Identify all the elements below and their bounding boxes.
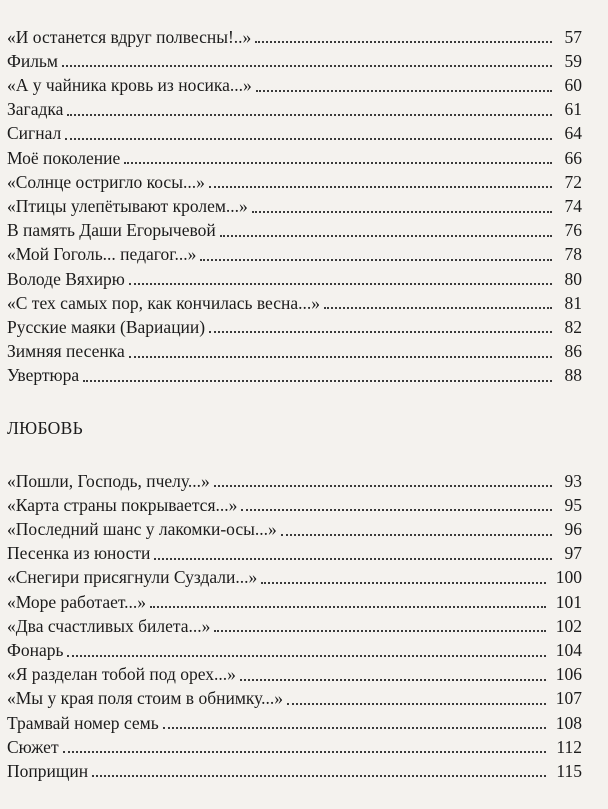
toc-entry-page-number: 76 [564, 220, 582, 241]
toc-entry [0, 514, 582, 538]
toc-entry [0, 684, 582, 708]
toc-entry-page-number: 97 [564, 543, 582, 564]
dot-leader [209, 331, 552, 333]
toc-entry-title: «Я разделан тобой под орех...» [7, 664, 236, 685]
toc-entry [0, 70, 582, 94]
toc-entry-title: Володе Вяхирю [7, 268, 125, 289]
toc-entry [0, 587, 582, 611]
dot-leader [83, 380, 552, 382]
toc-entry-title: Трамвай номер семь [7, 712, 159, 733]
toc-entry [0, 264, 582, 288]
toc-entry [0, 635, 582, 659]
toc-entry-page-number: 74 [564, 196, 582, 216]
dot-leader [255, 41, 552, 43]
dot-leader [240, 679, 546, 681]
toc-entry-title: Русские маяки (Вариации) [7, 316, 206, 337]
toc-entry-title: «Мой Гоголь... педагог...» [7, 244, 197, 265]
toc-entry-page-number: 59 [564, 50, 582, 71]
toc-list-part2 [0, 466, 582, 780]
toc-entry [0, 167, 582, 191]
toc-entry-title: В память Даши Егорычевой [7, 220, 216, 241]
dot-leader [256, 90, 552, 92]
toc-list-part1 [0, 22, 582, 385]
toc-entry-page-number: 108 [555, 712, 582, 733]
toc-entry-page-number: 104 [555, 640, 582, 660]
dot-leader [129, 283, 552, 285]
toc-entry-page-number: 78 [564, 244, 582, 265]
toc-entry-title: Сюжет [7, 736, 59, 757]
toc-entry-page-number: 95 [564, 494, 582, 515]
dot-leader [150, 606, 546, 608]
dot-leader [281, 534, 552, 536]
toc-entry [0, 708, 582, 732]
toc-entry [0, 756, 582, 780]
dot-leader [261, 582, 545, 584]
toc-entry [0, 312, 582, 336]
toc-entry-title: Моё поколение [7, 147, 121, 168]
toc-entry-page-number: 81 [564, 292, 582, 313]
toc-entry [0, 660, 582, 684]
toc-entry [0, 288, 582, 312]
dot-leader [62, 65, 552, 67]
toc-entry-title: «Птицы улепётывают кролем...» [7, 196, 248, 216]
toc-entry-title: «Карта страны покрывается...» [7, 494, 238, 515]
toc-entry-title: Сигнал [7, 123, 62, 144]
toc-entry-title: Загадка [7, 99, 64, 120]
dot-leader [67, 655, 545, 657]
toc-entry-page-number: 60 [564, 75, 582, 96]
toc-entry-page-number: 100 [555, 567, 582, 588]
toc-entry-page-number: 66 [564, 147, 582, 168]
toc-entry [0, 732, 582, 756]
toc-entry-title: Фонарь [7, 640, 64, 660]
dot-leader [163, 727, 546, 729]
toc-entry-page-number: 61 [564, 99, 582, 120]
dot-leader [209, 186, 552, 188]
toc-entry-title: «А у чайника кровь из носика...» [7, 75, 252, 96]
toc-entry-title: Фильм [7, 50, 58, 71]
toc-entry-page-number: 101 [555, 591, 582, 612]
toc-entry [0, 361, 582, 385]
toc-entry-page-number: 86 [564, 341, 582, 362]
toc-entry [0, 240, 582, 264]
dot-leader [200, 259, 552, 261]
toc-entry-page-number: 112 [556, 736, 582, 757]
toc-entry-page-number: 93 [564, 470, 582, 491]
toc-entry-page-number: 106 [555, 664, 582, 685]
dot-leader [214, 485, 552, 487]
toc-entry-page-number: 115 [556, 760, 582, 781]
toc-entry [0, 216, 582, 240]
toc-entry-title: «С тех самых пор, как кончилась весна...» [7, 292, 320, 313]
toc-entry-title: «Море работает...» [7, 591, 147, 612]
dot-leader [129, 356, 552, 358]
toc-entry [0, 611, 582, 635]
toc-entry [0, 143, 582, 167]
toc-entry-title: Поприщин [7, 760, 89, 781]
toc-entry-page-number: 57 [564, 26, 582, 47]
toc-entry-page-number: 72 [564, 171, 582, 192]
toc-entry-title: «Последний шанс у лакомки-осы...» [7, 519, 277, 540]
dot-leader [92, 775, 546, 777]
toc-entry-title: «Солнце остригло косы...» [7, 171, 205, 192]
toc-entry-title: «Пошли, Господь, пчелу...» [7, 470, 210, 491]
section-title: ЛЮБОВЬ [7, 418, 83, 438]
toc-entry-title: «Два счастливых билета...» [7, 615, 211, 636]
toc-entry-title: «Снегири присягнули Суздали...» [7, 567, 258, 588]
dot-leader [154, 558, 552, 560]
dot-leader [124, 162, 552, 164]
dot-leader [287, 703, 546, 705]
toc-entry [0, 563, 582, 587]
dot-leader [214, 630, 545, 632]
toc-entry [0, 22, 582, 46]
dot-leader [324, 307, 552, 309]
dot-leader [252, 211, 552, 213]
toc-entry [0, 46, 582, 70]
toc-entry-page-number: 96 [564, 519, 582, 540]
toc-entry-page-number: 64 [564, 123, 582, 144]
toc-entry-title: «Мы у края поля стоим в обнимку...» [7, 688, 284, 709]
toc-entry-title: Зимняя песенка [7, 341, 125, 362]
dot-leader [241, 509, 552, 511]
dot-leader [63, 751, 547, 753]
toc-entry [0, 466, 582, 490]
toc-entry [0, 191, 582, 215]
toc-entry [0, 336, 582, 360]
toc-entry [0, 490, 582, 514]
toc-entry-title: «И останется вдруг полвесны!..» [7, 26, 252, 47]
toc-entry-page-number: 107 [555, 688, 582, 709]
toc-entry-title: Увертюра [7, 365, 80, 386]
dot-leader [220, 235, 552, 237]
toc-entry [0, 119, 582, 143]
toc-entry [0, 95, 582, 119]
toc-entry [0, 539, 582, 563]
dot-leader [67, 114, 552, 116]
dot-leader [65, 138, 552, 140]
toc-entry-page-number: 88 [564, 365, 582, 386]
toc-entry-page-number: 82 [564, 316, 582, 337]
toc-entry-page-number: 80 [564, 268, 582, 289]
toc-entry-page-number: 102 [555, 615, 582, 636]
toc-entry-title: Песенка из юности [7, 543, 151, 564]
